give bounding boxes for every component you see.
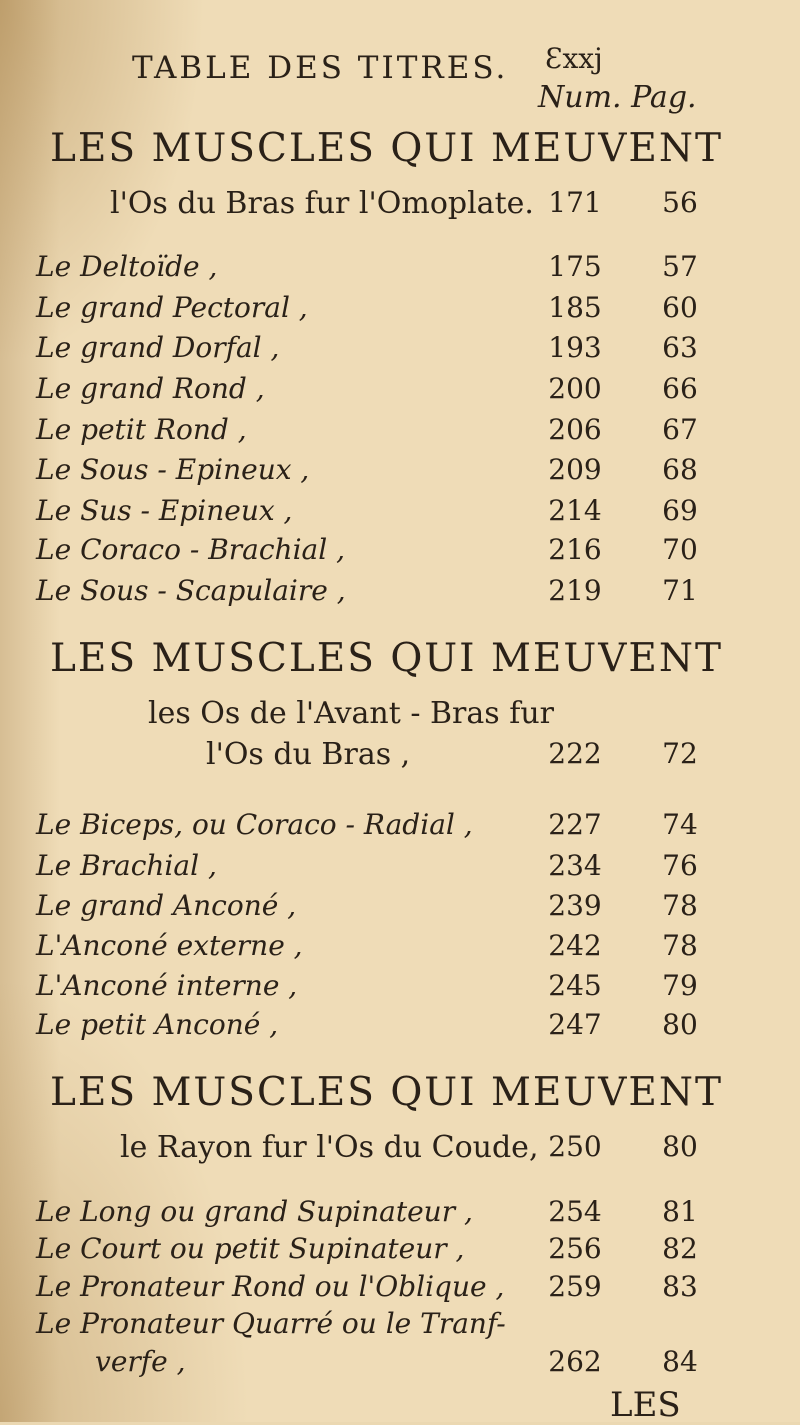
- table-entry: Le Brachial ,: [36, 849, 217, 882]
- table-entry: Le Pronateur Rond ou l'Oblique ,: [36, 1270, 505, 1303]
- entry-page: 84: [662, 1345, 698, 1378]
- entry-number: 247: [548, 1008, 602, 1041]
- entry-page: 82: [662, 1232, 698, 1265]
- subline-number: 250: [548, 1130, 602, 1163]
- entry-page: 68: [662, 453, 698, 486]
- entry-number: 200: [548, 372, 602, 405]
- entry-page: 78: [662, 929, 698, 962]
- table-entry: L'Anconé interne ,: [36, 969, 298, 1002]
- entry-page: 76: [662, 849, 698, 882]
- entry-number: 242: [548, 929, 602, 962]
- entry-number: 262: [548, 1345, 602, 1378]
- entry-page: 70: [662, 533, 698, 566]
- section-subline: l'Os du Bras ,: [206, 737, 411, 772]
- page-header-title: TABLE DES TITRES.: [132, 50, 509, 86]
- subline-page: 80: [662, 1130, 698, 1163]
- entry-number: 214: [548, 494, 602, 527]
- table-entry: Le Sus - Epineux ,: [36, 494, 293, 527]
- entry-number: 209: [548, 453, 602, 486]
- entry-number: 256: [548, 1232, 602, 1265]
- entry-page: 71: [662, 574, 698, 607]
- table-entry: Le Deltoïde ,: [36, 250, 218, 283]
- column-heading: Num. Pag.: [538, 80, 697, 115]
- entry-number: 175: [548, 250, 602, 283]
- table-entry: Le Coraco - Brachial ,: [36, 533, 345, 566]
- entry-number: 206: [548, 413, 602, 446]
- entry-page: 60: [662, 291, 698, 324]
- entry-page: 79: [662, 969, 698, 1002]
- table-entry: Le Long ou grand Supinateur ,: [36, 1195, 473, 1228]
- entry-number: 216: [548, 533, 602, 566]
- entry-page: 57: [662, 250, 698, 283]
- entry-page: 67: [662, 413, 698, 446]
- table-entry: Le petit Rond ,: [36, 413, 247, 446]
- table-entry: Le grand Anconé ,: [36, 889, 297, 922]
- entry-page: 80: [662, 1008, 698, 1041]
- entry-number: 193: [548, 331, 602, 364]
- subline-page: 56: [662, 186, 698, 219]
- entry-number: 245: [548, 969, 602, 1002]
- entry-page: 81: [662, 1195, 698, 1228]
- entry-number: 185: [548, 291, 602, 324]
- entry-number: 219: [548, 574, 602, 607]
- entry-number: 227: [548, 808, 602, 841]
- table-entry: Le grand Dorfal ,: [36, 331, 280, 364]
- table-entry: Le Pronateur Quarré ou le Tranf-: [36, 1307, 506, 1340]
- section-heading: LES MUSCLES QUI MEUVENT: [50, 636, 724, 681]
- section-subline: les Os de l'Avant - Bras fur: [148, 696, 554, 731]
- subline-number: 171: [548, 186, 602, 219]
- subline-number: 222: [548, 737, 602, 770]
- entry-number: 239: [548, 889, 602, 922]
- table-entry: verfe ,: [95, 1345, 186, 1378]
- section-heading: LES MUSCLES QUI MEUVENT: [50, 1070, 724, 1115]
- table-entry: Le Sous - Scapulaire ,: [36, 574, 346, 607]
- table-entry: Le Court ou petit Supinateur ,: [36, 1232, 465, 1265]
- entry-page: 66: [662, 372, 698, 405]
- entry-number: 234: [548, 849, 602, 882]
- signature-mark: Ɛxxj: [545, 42, 603, 75]
- catchword: LES: [610, 1385, 681, 1425]
- table-entry: Le grand Pectoral ,: [36, 291, 308, 324]
- table-entry: Le grand Rond ,: [36, 372, 265, 405]
- entry-number: 259: [548, 1270, 602, 1303]
- entry-page: 83: [662, 1270, 698, 1303]
- entry-page: 78: [662, 889, 698, 922]
- section-subline: l'Os du Bras fur l'Omoplate.: [110, 186, 534, 221]
- table-entry: Le Sous - Epineux ,: [36, 453, 310, 486]
- table-entry: L'Anconé externe ,: [36, 929, 303, 962]
- section-subline: le Rayon fur l'Os du Coude,: [120, 1130, 539, 1165]
- section-heading: LES MUSCLES QUI MEUVENT: [50, 126, 724, 171]
- subline-page: 72: [662, 737, 698, 770]
- table-entry: Le petit Anconé ,: [36, 1008, 279, 1041]
- entry-number: 254: [548, 1195, 602, 1228]
- entry-page: 69: [662, 494, 698, 527]
- table-entry: Le Biceps, ou Coraco - Radial ,: [36, 808, 473, 841]
- entry-page: 74: [662, 808, 698, 841]
- entry-page: 63: [662, 331, 698, 364]
